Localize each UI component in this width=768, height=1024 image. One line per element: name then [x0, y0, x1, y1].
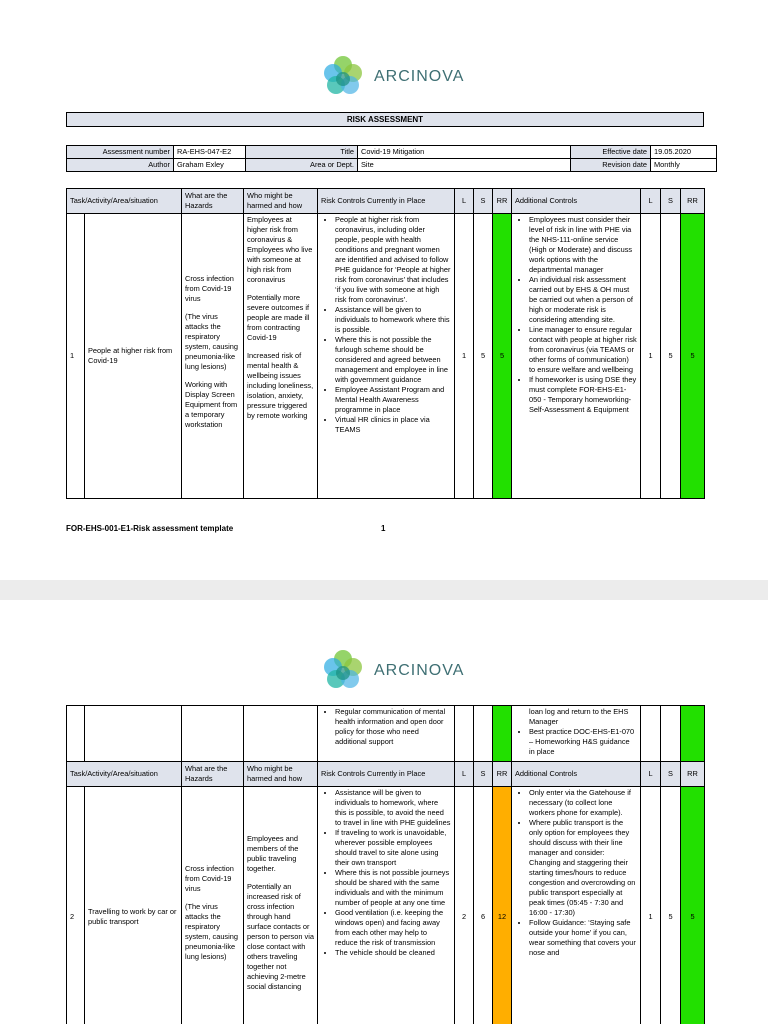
assessment-number-label: Assessment number [67, 146, 174, 159]
header-l: L [455, 762, 474, 787]
logo-text: ARCINOVA [374, 662, 465, 679]
risk-rating-value: 5 [493, 214, 512, 499]
list-item: • Best practice DOC-EHS-E1-070 – Homeworking H&S guidance in place [529, 727, 637, 757]
list-item: • Follow Guidance: ‘Staying safe outside your home’ if you can, wear something that covers your nose and [529, 918, 637, 958]
risk-table-page-1 [66, 188, 705, 499]
header-controls: Risk Controls Currently in Place [318, 762, 455, 787]
effective-date-value: 19.05.2020 [651, 146, 717, 159]
assessment-number-value: RA-EHS-047-E2 [174, 146, 246, 159]
table-row [67, 214, 705, 499]
table-header-row [67, 762, 705, 787]
assessment-meta-table [66, 145, 717, 172]
revision-date-label: Revision date [571, 159, 651, 172]
header-rr: RR [493, 189, 512, 214]
logo-text: ARCINOVA [374, 68, 465, 85]
risk-rating-value: 12 [493, 787, 512, 1024]
header-task: Task/Activity/Area/situation [67, 189, 182, 214]
residual-likelihood-value: 1 [641, 787, 661, 1024]
logo-mark-icon [318, 52, 368, 102]
list-item: • People at higher risk from coronavirus, including older people, people with health conditions and pregnant women are identified and advised to follow PHE guidance for ‘People at higher risk from coronavirus’ that includes ‘if you live with someone at high risk from coronavirus’. [335, 215, 451, 305]
header-additional: Additional Controls [512, 762, 641, 787]
table-header-row [67, 189, 705, 214]
list-item: • The vehicle should be cleaned [335, 948, 451, 958]
table-row-continued [67, 706, 705, 762]
header-l: L [455, 189, 474, 214]
header-controls: Risk Controls Currently in Place [318, 189, 455, 214]
list-item: • Only enter via the Gatehouse if necessary (to collect lone workers phone for example). [529, 788, 637, 818]
title-value: Covid-19 Mitigation [358, 146, 571, 159]
row-task: Travelling to work by car or public transport [85, 787, 182, 1024]
header-task: Task/Activity/Area/situation [67, 762, 182, 787]
footer-template-name: FOR-EHS-001-E1-Risk assessment template [66, 524, 234, 533]
header-s: S [474, 762, 493, 787]
residual-severity-value: 5 [661, 787, 681, 1024]
header-s2: S [661, 189, 681, 214]
header-l2: L [641, 762, 661, 787]
row-controls [318, 706, 455, 762]
footer-page-number: 1 [381, 524, 386, 533]
header-hazards: What are the Hazards [182, 189, 244, 214]
area-label: Area or Dept. [246, 159, 358, 172]
title-label: Title [246, 146, 358, 159]
header-who: Who might be harmed and how [244, 189, 318, 214]
likelihood-value: 2 [455, 787, 474, 1024]
company-logo [318, 52, 465, 102]
row-additional [512, 214, 641, 499]
who-text: Employees and members of the public traveling together. [247, 833, 299, 873]
list-item: • Where public transport is the only option for employees they should discuss with their line manager and consider: Changing and staggering their starting times/hours to reduce congestion and overcrowding on public transport especially at peak times (05:45 - 7:30 and 16:00 - 17:30) [529, 818, 637, 918]
row-controls [318, 214, 455, 499]
who-text: Potentially more severe outcomes if people are made ill from contracting Covid-19 [247, 293, 310, 342]
row-who [244, 214, 318, 499]
list-item: • Line manager to ensure regular contact with people at higher risk from coronavirus (via TEAMS or other forms of communication) to ensure welfare and wellbeing [529, 325, 637, 375]
header-who: Who might be harmed and how [244, 762, 318, 787]
list-item: • Good ventilation (i.e. keeping the windows open) and facing away from each other may help to reduce the risk of transmission [335, 908, 451, 948]
list-item: • An individual risk assessment carried out by EHS & OH must be carried out when a person of high or moderate risk is considering attending site. [529, 275, 637, 325]
row-hazards [182, 214, 244, 499]
header-rr2: RR [681, 762, 705, 787]
severity-value: 5 [474, 214, 493, 499]
header-hazards: What are the Hazards [182, 762, 244, 787]
list-item: • Assistance will be given to individuals to homework, where this is possible, to avoid the need to travel in line with PHE guidelines [335, 788, 451, 828]
residual-likelihood-value: 1 [641, 214, 661, 499]
list-item: • If homeworker is using DSE they must complete FOR-EHS-E1-050 - Temporary homeworking-Self-Assessment & Equipment [529, 375, 637, 415]
row-additional [512, 706, 641, 762]
who-text: Increased risk of mental health & wellbeing issues including loneliness, isolation, anxiety, pressure triggered by remote working [247, 351, 314, 420]
who-text: Potentially an increased risk of cross infection through hand surface contacts or person to person via close contact with others traveling together not achieving 2-metre social distancing [247, 881, 314, 991]
author-value: Graham Exley [174, 159, 246, 172]
area-value: Site [358, 159, 571, 172]
row-controls [318, 787, 455, 1024]
table-row [67, 787, 705, 1024]
who-text: Employees at higher risk from coronavirus & Employees who live with someone at high risk from coronavirus [247, 215, 313, 284]
hazard-text: Working with Display Screen Equipment from a temporary workstation [185, 380, 238, 429]
list-item: • Assistance will be given to individuals to homework where this is possible. [335, 305, 451, 335]
hazard-text: Cross infection from Covid-19 virus [185, 863, 234, 893]
residual-severity-value: 5 [661, 214, 681, 499]
hazard-text: Cross infection from Covid-19 virus [185, 274, 234, 303]
effective-date-label: Effective date [571, 146, 651, 159]
logo-mark-icon [318, 646, 368, 696]
document-title: RISK ASSESSMENT [66, 112, 704, 127]
list-item: • Where this is not possible journeys should be shared with the same individuals and with the minimum number of people at any one time [335, 868, 451, 908]
header-s2: S [661, 762, 681, 787]
row-who [244, 787, 318, 1024]
residual-risk-rating-value: 5 [681, 787, 705, 1024]
row-hazards [182, 787, 244, 1024]
row-number: 2 [67, 787, 85, 1024]
list-item: • Employee Assistant Program and Mental Health Awareness programme in place [335, 385, 451, 415]
list-item: • If traveling to work is unavoidable, wherever possible employees should travel to site alone using their own transport [335, 828, 451, 868]
document-page-2 [0, 600, 768, 1024]
header-s: S [474, 189, 493, 214]
continued-text: loan log and return to the EHS Manager [529, 707, 629, 726]
list-item: • Employees must consider their level of risk in line with PHE via the NHS-111-online service (High or Moderate) and discuss work options with the departmental manager [529, 215, 637, 275]
row-additional [512, 787, 641, 1024]
risk-table-page-2 [66, 705, 705, 1024]
row-number: 1 [67, 214, 85, 499]
hazard-text: (The virus attacks the respiratory system, causing pneumonia-like lung lesions) [185, 901, 238, 961]
company-logo [318, 646, 465, 696]
list-item: • Where this is not possible the furlough scheme should be considered and agreed between management and employee in line with government guidance [335, 335, 451, 385]
header-additional: Additional Controls [512, 189, 641, 214]
severity-value: 6 [474, 787, 493, 1024]
residual-risk-rating-value: 5 [681, 214, 705, 499]
row-task: People at higher risk from Covid-19 [85, 214, 182, 499]
list-item: • Virtual HR clinics in place via TEAMS [335, 415, 451, 435]
header-rr: RR [493, 762, 512, 787]
revision-date-value: Monthly [651, 159, 717, 172]
header-rr2: RR [681, 189, 705, 214]
author-label: Author [67, 159, 174, 172]
likelihood-value: 1 [455, 214, 474, 499]
hazard-text: (The virus attacks the respiratory system, causing pneumonia-like lung lesions) [185, 312, 238, 371]
list-item: • Regular communication of mental health information and open door policy for those who need additional support [335, 707, 451, 747]
header-l2: L [641, 189, 661, 214]
